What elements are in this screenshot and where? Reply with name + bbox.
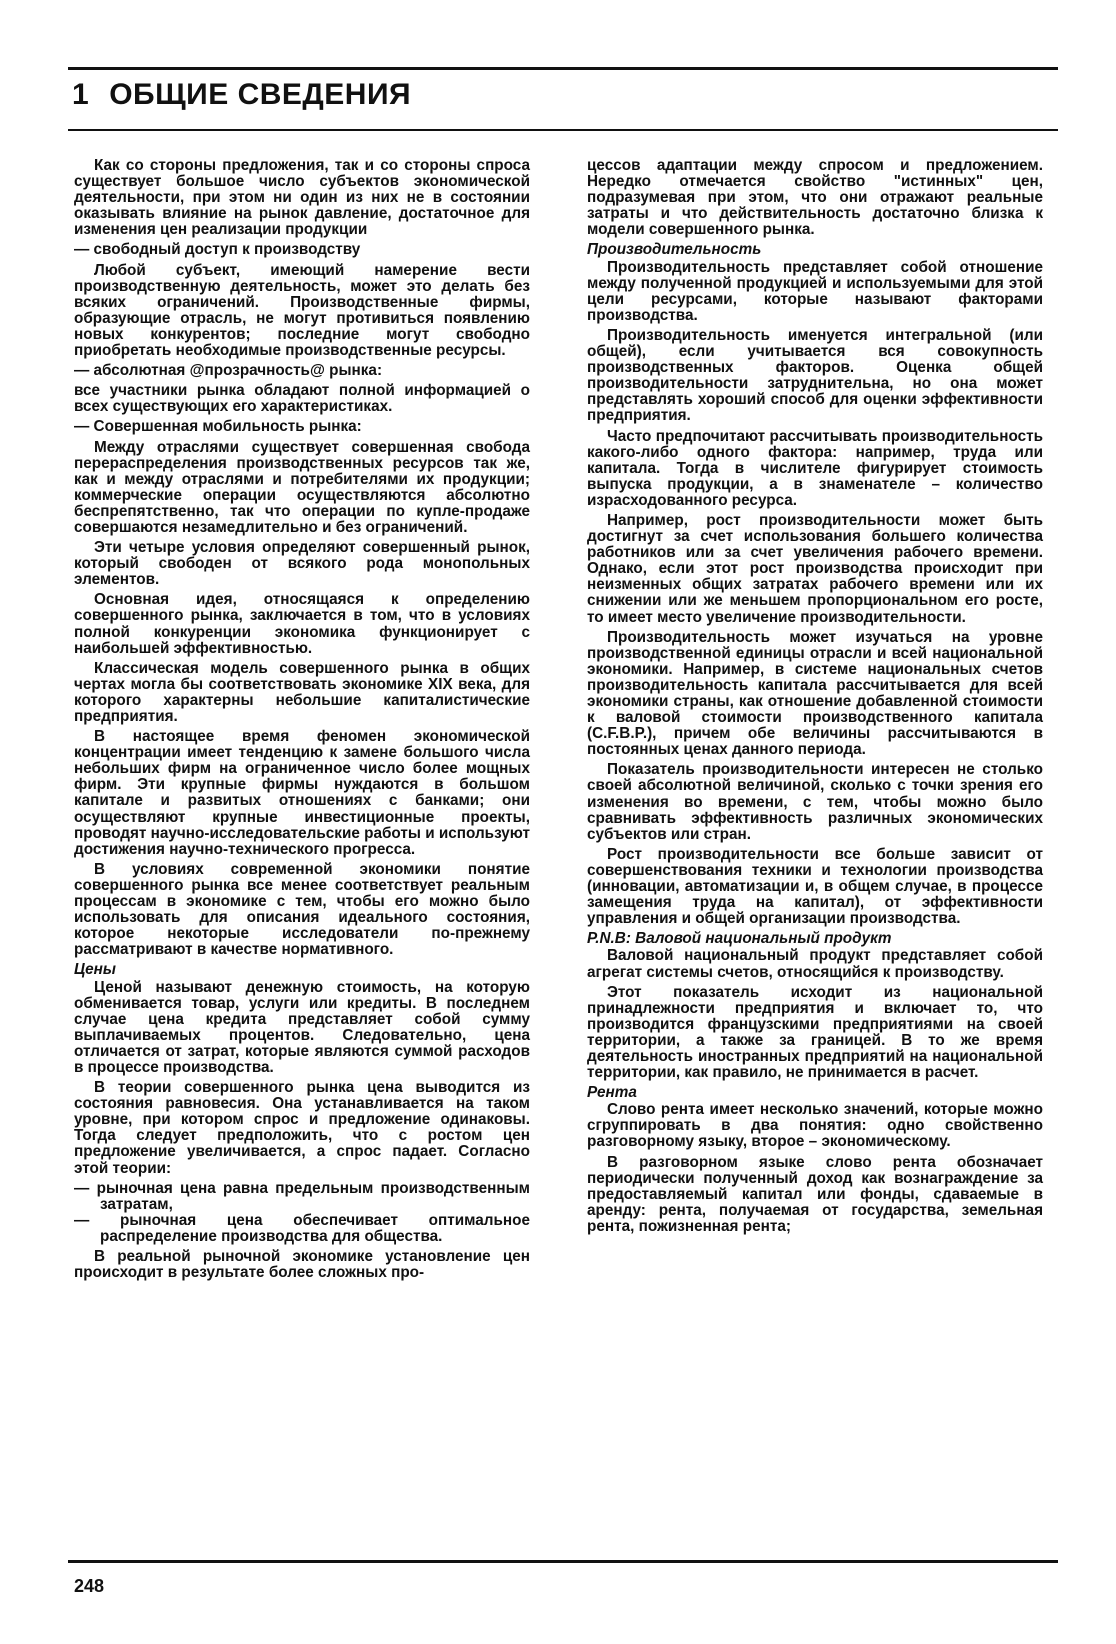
paragraph: В разговорном языке слово рента обозначает периодически полученный доход как вознаграждение за предоставляемый капитал или фонды, сдаваемые в аренду: рента, получаемая от государства, земельная рента, пожизненная рента; [587,1153,1043,1235]
paragraph: Классическая модель совершенного рынка в общих чертах могла бы соответствовать экономике XIX века, для которого характерны небольшие капиталистические предприятия. [74,659,530,725]
subheading-rent: Рента [587,1084,637,1102]
footer-rule [68,1560,1058,1563]
paragraph: Часто предпочитают рассчитывать производительность какого-либо одного фактора: например, труда или капитала. Тогда в числителе фигурирует стоимость выпуска продукции, а в знаменателе – количество израсходованного ресурса. [587,427,1043,509]
paragraph: В настоящее время феномен экономической концентрации имеет тенденцию к замене большого числа небольших фирм на ограниченное число более мощных фирм. Эти крупные фирмы нуждаются в большом капитале и развитых отношениях с банками; они осуществляют крупные инвестиционные проекты, проводят научно-исследовательские работы и используют достижения научно-технического прогресса. [74,728,530,858]
paragraph: Производительность именуется интегральной (или общей), если учитывается вся совокупность производственных факторов. Оценка общей производительности затруднительна, но она может представлять хороший способ для оценки эффективности предприятия. [587,326,1043,425]
paragraph: Валовой национальный продукт представляет собой агрегат системы счетов, относящийся к производству. [587,947,1043,981]
list-item: — рыночная цена равна предельным производственным затратам, [74,1181,530,1213]
paragraph: Производительность может изучаться на уровне производственной единицы отрасли и всей национальной экономики. Например, в системе национальных счетов производительность капитала рассчитывается для всей экономики страны, как отношение добавленной стоимости к валовой стоимости производственного капитала (C.F.B.P.), причем обе величины рассчитываются в постоянных ценах данного периода. [587,628,1043,759]
list-item: — абсолютная @прозрачность@ рынка: [74,363,530,379]
paragraph: Основная идея, относящаяся к определению совершенного рынка, заключается в том, что в условиях полной конкуренции экономика функционирует с наибольшей эффективностью. [74,591,530,657]
paragraph: Как со стороны предложения, так и со стороны спроса существует большое число субъектов экономической деятельности, при этом ни один из них не в состоянии оказывать влияние на рынок давление, достаточное для изменения цен реализации продукции [74,157,530,239]
page-number: 248 [74,1576,105,1596]
chapter-heading [72,78,411,112]
paragraph: В условиях современной экономики понятие совершенного рынка все менее соответствует реальным процессам в экономике с тем, чтобы его можно было использовать для описания идеального состояния, которое некоторые исследователи по-прежнему рассматривают в качестве нормативного. [74,860,530,959]
right-column [587,158,1043,1239]
subheading-prices: Цены [74,961,116,979]
paragraph: цессов адаптации между спросом и предложением. Нередко отмечается свойство "истинных" цен, подразумевая при этом, что они отражают реальные затраты и что действительность достаточно близка к модели совершенного рынка. [587,157,1043,239]
paragraph: Между отраслями существует совершенная свобода перераспределения производственных ресурсов так же, как и между отраслями и потребителями их продукции; коммерческие операции осуществляются абсолютно беспрепятственно, так что операции по купле-продаже совершаются незамедлительно и без ограничений. [74,438,530,536]
paragraph: Эти четыре условия определяют совершенный рынок, который свободен от всякого рода монопольных элементов. [74,539,530,589]
paragraph: Любой субъект, имеющий намерение вести производственную деятельность, может это делать без всяких ограничений. Производственные фирмы, образующие отрасль, не могут противиться появлению новых конкурентов; последние могут свободно приобретать необходимые производственные ресурсы. [74,261,530,360]
theory-list [74,1181,530,1245]
paragraph: Ценой называют денежную стоимость, на которую обменивается товар, услуги или кредиты. В последнем случае цена кредита представляет собой сумму выплачиваемых процентов. Следовательно, цена отличается от затрат, которые являются суммой расходов в процессе производства. [74,978,530,1076]
paragraph: Рост производительности все больше зависит от совершенствования техники и технологии производства (инновации, автоматизации и, в общем случае, в процессе замещения труда на капитал), от эффективности управления и общей организации производства. [587,845,1043,928]
subheading-productivity: Производительность [587,241,762,259]
paragraph: Например, рост производительности может быть достигнут за счет использования большего количества работников или за счет увеличения рабочего времени. Однако, если этот рост производства происходит при неизменных общих затратах рабочего времени или их снижении или же меньшем пропорциональном его росте, то имеет место увеличение производительности. [587,511,1043,626]
subheading-gnp: P.N.B: Валовой национальный продукт [587,930,892,948]
paragraph: Показатель производительности интересен не столько своей абсолютной величиной, сколько с точки зрения его изменения во времени, с тем, чтобы можно было сравнивать эффективность различных экономических субъектов или стран. [587,761,1043,843]
paragraph: В теории совершенного рынка цена выводится из состояния равновесия. Она устанавливается на таком уровне, при котором спрос и предложение одинаковы. Тогда следует предположить, что с ростом цен предложение увеличивается, а спрос падает. Согласно этой теории: [74,1079,530,1177]
condition-list [74,242,530,258]
list-item: — свободный доступ к производству [74,242,530,258]
paragraph: Производительность представляет собой отношение между полученной продукцией и используемыми для этой цели ресурсами, которые называют факторами производства. [587,258,1043,324]
paragraph: Этот показатель исходит из национальной принадлежности предприятия и включает то, что производится французскими предприятиями на своей территории, а также за границей. В то же время деятельность иностранных предприятий на национальной территории, как правило, не принимается в расчет. [587,983,1043,1082]
top-rule [68,67,1058,70]
condition-list [74,419,530,435]
condition-list [74,363,530,379]
paragraph: Слово рента имеет несколько значений, которые можно сгруппировать в два понятия: одно свойственно разговорному языку, второе – экономическому. [587,1101,1043,1151]
list-item: — Совершенная мобильность рынка: [74,419,530,435]
chapter-title: ОБЩИЕ СВЕДЕНИЯ [109,78,412,111]
list-item: — рыночная цена обеспечивает оптимальное распределение производства для общества. [74,1213,530,1245]
heading-underline [68,129,1058,131]
chapter-number: 1 [72,78,90,111]
left-column [74,158,530,1285]
paragraph: В реальной рыночной экономике установление цен происходит в результате более сложных про- [74,1248,530,1282]
paragraph: все участники рынка обладают полной информацией о всех существующих его характеристиках. [74,382,530,416]
